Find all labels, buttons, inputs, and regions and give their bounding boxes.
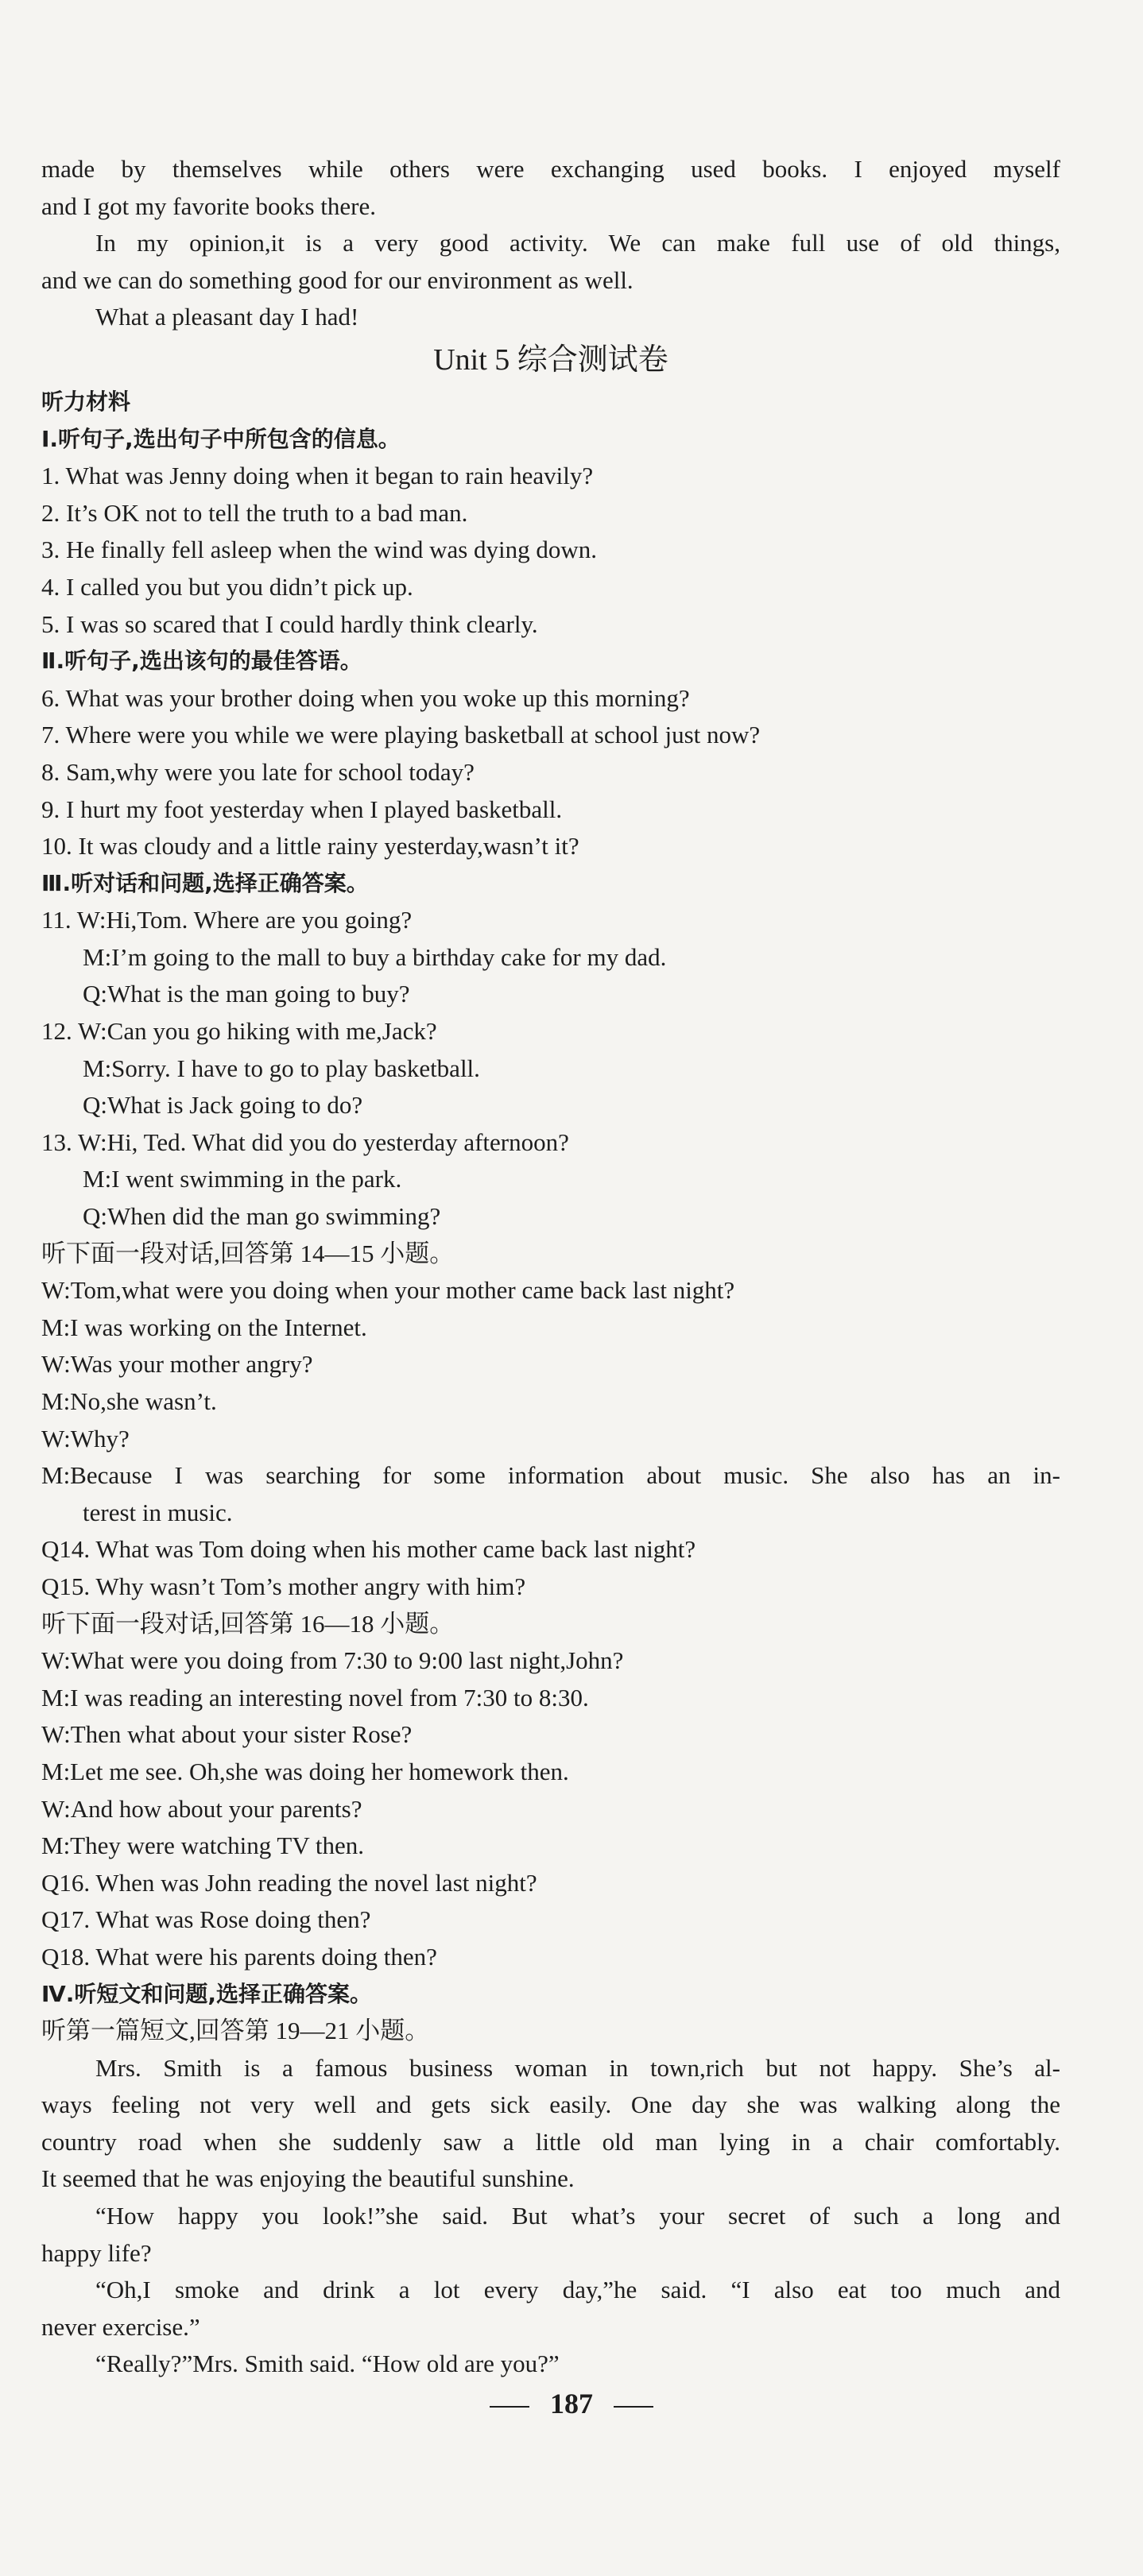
dialogue-line: W:Why? xyxy=(41,1424,130,1452)
section-title: Ⅰ.听句子,选出句子中所包含的信息。 xyxy=(41,425,401,452)
dialogue-line: 11. W:Hi,Tom. Where are you going? xyxy=(41,906,413,934)
question-item: Q18. What were his parents doing then? xyxy=(41,1942,437,1971)
passage-line: country road when she suddenly saw a little old man lying in a chair comfortably. xyxy=(41,2127,1060,2156)
section-title: Ⅳ.听短文和问题,选择正确答案。 xyxy=(41,1980,373,2007)
dialogue-line: W:Was your mother angry? xyxy=(41,1350,313,1379)
section-title: Ⅱ.听句子,选出该句的最佳答语。 xyxy=(41,648,362,675)
passage-intro: 听第一篇短文,回答第 19—21 小题。 xyxy=(41,2017,430,2045)
question-item: 1. What was Jenny doing when it began to rain heavily? xyxy=(41,462,594,490)
dialogue-line: W:Tom,what were you doing when your mother came back last night? xyxy=(41,1276,735,1305)
dialogue-line: Q:What is the man going to buy? xyxy=(83,980,410,1008)
question-item: 3. He finally fell asleep when the wind was dying down. xyxy=(41,536,598,564)
passage-line: “Oh,I smoke and drink a lot every day,”he said. “I also eat too much and xyxy=(95,2276,1060,2304)
question-item: Q16. When was John reading the novel last night? xyxy=(41,1868,537,1897)
dialogue-line: M:No,she wasn’t. xyxy=(41,1387,217,1415)
dialogue-line: M:I went swimming in the park. xyxy=(83,1165,402,1193)
intro-line: and we can do something good for our environment as well. xyxy=(41,265,633,294)
intro-line: and I got my favorite books there. xyxy=(41,191,376,220)
dialogue-line: M:Sorry. I have to go to play basketball. xyxy=(83,1054,480,1082)
intro-line: In my opinion,it is a very good activity. We can make full use of old things, xyxy=(95,229,1060,257)
question-item: 10. It was cloudy and a little rainy yesterday,wasn’t it? xyxy=(41,832,579,861)
dialogue-line: M:Let me see. Oh,she was doing her homework then. xyxy=(41,1757,569,1785)
dialogue-intro: 听下面一段对话,回答第 16—18 小题。 xyxy=(41,1609,455,1638)
question-item: 5. I was so scared that I could hardly think clearly. xyxy=(41,609,538,638)
section-title: Ⅲ.听对话和问题,选择正确答案。 xyxy=(41,869,369,896)
question-item: 8. Sam,why were you late for school today? xyxy=(41,757,475,786)
document-page xyxy=(41,151,1060,2383)
question-item: 2. It’s OK not to tell the truth to a bad man. xyxy=(41,498,468,527)
question-item: Q14. What was Tom doing when his mother came back last night? xyxy=(41,1535,696,1564)
passage-line: It seemed that he was enjoying the beautiful sunshine. xyxy=(41,2164,575,2193)
dialogue-line: 12. W:Can you go hiking with me,Jack? xyxy=(41,1017,437,1046)
dialogue-line: 13. W:Hi, Ted. What did you do yesterday afternoon? xyxy=(41,1127,569,1156)
passage-line: ways feeling not very well and gets sick easily. One day she was walking along the xyxy=(41,2091,1060,2119)
question-item: 9. I hurt my foot yesterday when I played basketball. xyxy=(41,795,563,823)
page-number-dash-left xyxy=(490,2406,529,2408)
page-title: Unit 5 综合测试卷 xyxy=(433,342,668,377)
dialogue-line: W:Then what about your sister Rose? xyxy=(41,1720,413,1749)
section-heading: 听力材料 xyxy=(41,388,131,415)
dialogue-intro: 听下面一段对话,回答第 14—15 小题。 xyxy=(41,1239,455,1267)
passage-line: never exercise.” xyxy=(41,2312,200,2341)
dialogue-line: M:Because I was searching for some information about music. She also has an in- xyxy=(41,1461,1060,1490)
dialogue-line: M:I’m going to the mall to buy a birthday cake for my dad. xyxy=(83,942,667,971)
intro-line: made by themselves while others were exchanging used books. I enjoyed myself xyxy=(41,155,1060,183)
passage-line: Mrs. Smith is a famous business woman in town,rich but not happy. She’s al- xyxy=(95,2053,1060,2082)
question-item: 7. Where were you while we were playing basketball at school just now? xyxy=(41,721,761,749)
dialogue-line: M:I was working on the Internet. xyxy=(41,1313,367,1341)
dialogue-line: terest in music. xyxy=(83,1498,233,1526)
dialogue-line: Q:What is Jack going to do? xyxy=(83,1091,363,1120)
intro-line: What a pleasant day I had! xyxy=(95,303,359,331)
passage-line: “Really?”Mrs. Smith said. “How old are you?” xyxy=(95,2350,560,2378)
page-number xyxy=(0,2384,1143,2423)
passage-line: happy life? xyxy=(41,2238,152,2267)
dialogue-line: M:I was reading an interesting novel from 7:30 to 8:30. xyxy=(41,1683,589,1712)
question-item: 4. I called you but you didn’t pick up. xyxy=(41,572,413,601)
dialogue-line: W:And how about your parents? xyxy=(41,1794,362,1823)
question-item: Q15. Why wasn’t Tom’s mother angry with him? xyxy=(41,1572,526,1600)
question-item: Q17. What was Rose doing then? xyxy=(41,1905,371,1934)
dialogue-line: Q:When did the man go swimming? xyxy=(83,1202,441,1231)
dialogue-line: W:What were you doing from 7:30 to 9:00 last night,John? xyxy=(41,1646,624,1675)
dialogue-line: M:They were watching TV then. xyxy=(41,1831,365,1860)
page-number-dash-right xyxy=(614,2406,653,2408)
question-item: 6. What was your brother doing when you woke up this morning? xyxy=(41,683,690,712)
page-number-text: 187 xyxy=(550,2388,593,2419)
passage-line: “How happy you look!”she said. But what’s your secret of such a long and xyxy=(95,2202,1060,2230)
